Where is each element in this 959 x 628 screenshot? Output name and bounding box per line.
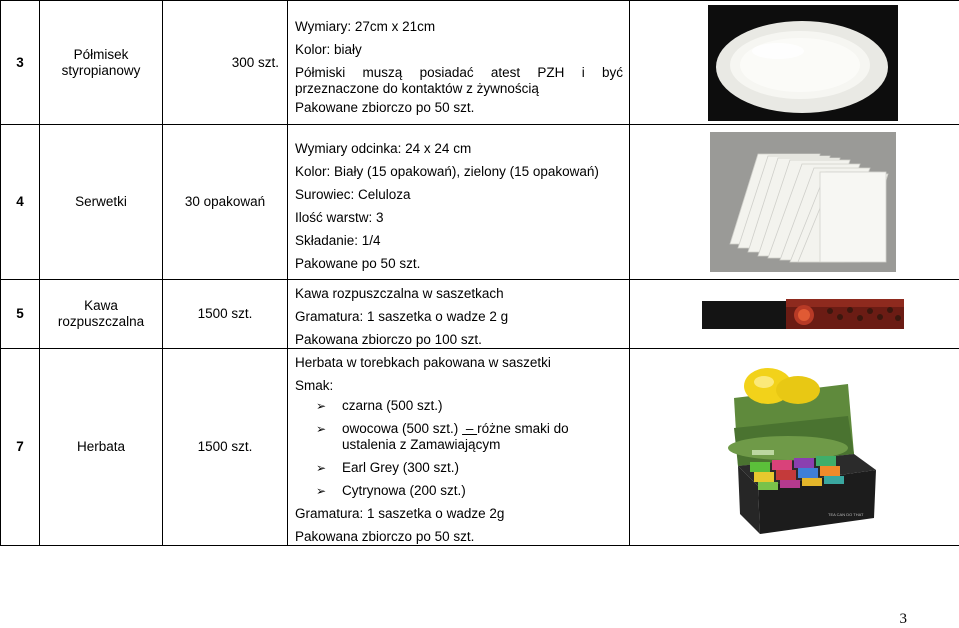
description	[288, 349, 630, 546]
desc-line: Kolor: Biały (15 opakowań), zielony (15 opakowań)	[295, 164, 599, 179]
description	[288, 280, 630, 349]
underlined-dash: –	[462, 421, 478, 436]
list-item	[316, 398, 623, 414]
row-number: 3	[1, 1, 40, 125]
product-name: Herbata	[40, 349, 163, 546]
desc-line: Gramatura: 1 saszetka o wadze 2g	[295, 506, 505, 521]
flavour-label: Earl Grey (300 szt.)	[342, 460, 460, 475]
desc-line: Herbata w torebkach pakowana w saszetki	[295, 355, 551, 370]
list-item	[316, 483, 623, 499]
table-row	[1, 280, 959, 349]
desc-line: Składanie: 1/4	[295, 233, 381, 248]
desc-line: Wymiary odcinka: 24 x 24 cm	[295, 141, 472, 156]
flavour-label: owocowa (500 szt.)	[342, 421, 459, 436]
flavour-note: różne smaki do ustalenia z Zamawiającym	[342, 421, 569, 452]
desc-line: Pakowana zbiorczo po 50 szt.	[295, 529, 475, 544]
row-number: 7	[1, 349, 40, 546]
arrow-bullet-icon: ➢	[316, 484, 327, 498]
description	[288, 125, 630, 280]
product-image-cell	[630, 125, 959, 280]
coffee-sachet-photo	[700, 295, 906, 333]
product-name: Serwetki	[40, 125, 163, 280]
flavour-label: Cytrynowa (200 szt.)	[342, 483, 466, 498]
arrow-bullet-icon: ➢	[316, 422, 327, 436]
desc-line: Pakowana zbiorczo po 100 szt.	[295, 332, 482, 347]
desc-line: Pakowane zbiorczo po 50 szt.	[295, 99, 475, 115]
desc-line: Wymiary: 27cm x 21cm	[295, 18, 436, 34]
quantity: 1500 szt.	[163, 349, 288, 546]
desc-line: Pakowane po 50 szt.	[295, 256, 421, 271]
arrow-bullet-icon: ➢	[316, 461, 327, 475]
description	[288, 1, 630, 125]
row-number: 5	[1, 280, 40, 349]
list-item	[316, 421, 623, 453]
product-name	[40, 280, 163, 349]
quantity: 1500 szt.	[163, 280, 288, 349]
desc-line: Ilość warstw: 3	[295, 210, 384, 225]
product-image-cell	[630, 1, 959, 125]
product-name-line: rozpuszczalna	[57, 314, 145, 329]
table-row	[1, 1, 959, 125]
desc-line: Surowiec: Celuloza	[295, 187, 411, 202]
row-number: 4	[1, 125, 40, 280]
product-name	[40, 1, 163, 125]
napkins-photo	[710, 132, 896, 272]
product-image-cell	[630, 349, 959, 546]
page-number: 3	[899, 611, 907, 627]
styrofoam-plate-photo	[708, 5, 898, 121]
table-row	[1, 349, 959, 546]
product-name-line: Półmisek	[73, 46, 129, 62]
flavour-label: czarna (500 szt.)	[342, 398, 443, 413]
desc-line: Smak:	[295, 378, 334, 393]
product-name-line: styropianowy	[61, 62, 141, 78]
quantity: 30 opakowań	[163, 125, 288, 280]
desc-line: Kawa rozpuszczalna w saszetkach	[295, 286, 504, 301]
table-row	[1, 125, 959, 280]
desc-line: Gramatura: 1 saszetka o wadze 2 g	[295, 309, 509, 324]
box-label: TEA CAN DO THAT	[827, 512, 863, 517]
flavour-list	[295, 398, 623, 499]
desc-line: Półmiski muszą posiadać atest PZH i być przeznaczone do kontaktów z żywnością	[295, 64, 623, 96]
tea-box-photo	[728, 358, 878, 536]
quantity: 300 szt.	[163, 1, 288, 125]
list-item	[316, 460, 623, 476]
desc-line: Kolor: biały	[295, 41, 362, 57]
product-image-cell	[630, 280, 959, 349]
arrow-bullet-icon: ➢	[316, 399, 327, 413]
product-name-line: Kawa	[84, 298, 118, 313]
